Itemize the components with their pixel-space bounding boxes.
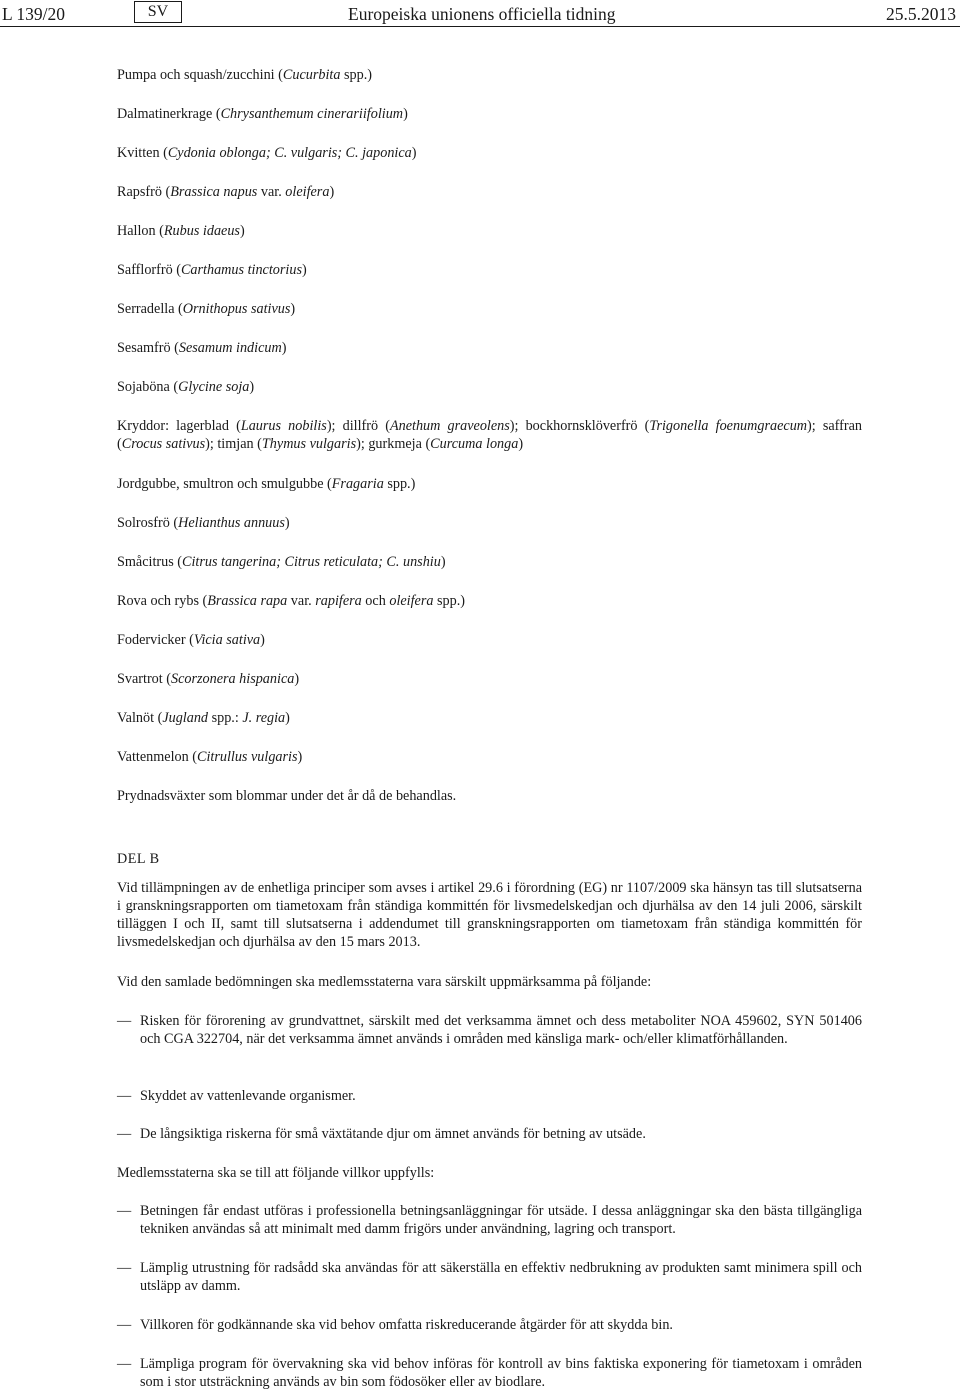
dash-mark: — [117,1356,132,1372]
crop-item: Sesamfrö (Sesamum indicum) [117,340,287,356]
journal-title: Europeiska unionens officiella tidning [348,4,616,24]
conditions-paragraph: Medlemsstaterna ska se till att följande villkor uppfylls: [117,1165,435,1181]
crop-item: Småcitrus (Citrus tangerina; Citrus reticulata; C. unshiu) [117,554,446,570]
crop-item: Rova och rybs (Brassica rapa var. rapifera och oleifera spp.) [117,593,466,609]
dash-mark: — [117,1126,132,1142]
crop-item: Jordgubbe, smultron och smulgubbe (Fragaria spp.) [117,476,416,492]
crop-item: Prydnadsväxter som blommar under det år då de behandlas. [117,788,457,804]
crop-item: Serradella (Ornithopus sativus) [117,301,296,317]
crop-item: Vattenmelon (Citrullus vulgaris) [117,749,303,765]
attention-list-item: — De långsiktiga riskerna för små växtätande djur om ämnet används för betning av utsäde. [117,1126,646,1142]
section-heading: DEL B [117,851,160,867]
crop-item: Rapsfrö (Brassica napus var. oleifera) [117,184,335,200]
crop-item: Svartrot (Scorzonera hispanica) [117,671,300,687]
condition-list-item: — Lämpliga program för övervakning ska vid behov införas för kontroll av bins faktiska exponering för tiametoxam i områden som i stor utsträckning används av bin som födosöker eller av biodlare. [117,1356,862,1390]
crop-item: Valnöt (Jugland spp.: J. regia) [117,710,290,726]
dash-mark: — [117,1317,132,1333]
crop-item: Kvitten (Cydonia oblonga; C. vulgaris; C. japonica) [117,145,417,161]
dash-mark: — [117,1203,132,1219]
attention-list-item: — Risken för förorening av grundvattnet, särskilt med det verksamma ämnet och dess metaboliter NOA 459602, SYN 501406 och CGA 322704, när det verksamma ämnet används i områden med känsliga mark- och/eller klimatförhållanden. [117,1013,862,1047]
page-reference: L 139/20 [2,4,66,24]
header-rule [0,26,960,27]
dash-mark: — [117,1088,132,1104]
attention-paragraph: Vid den samlade bedömningen ska medlemsstaterna vara särskilt uppmärksamma på följande: [117,974,652,990]
condition-list-item: — Villkoren för godkännande ska vid behov omfatta riskreducerande åtgärder för att skydda bin. [117,1317,673,1333]
dash-mark: — [117,1013,132,1029]
crop-item: Fodervicker (Vicia sativa) [117,632,265,648]
crop-item: Hallon (Rubus idaeus) [117,223,245,239]
crop-item: Pumpa och squash/zucchini (Cucurbita spp.) [117,67,372,83]
crop-item: Dalmatinerkrage (Chrysanthemum cinerariifolium) [117,106,408,122]
spices-item: Kryddor: lagerblad (Laurus nobilis); dillfrö (Anethum graveolens); bockhornsklöverfrö (Trigonella foenumgraecum); saffran (Crocus sativus); timjan (Thymus vulgaris); gurkmeja (Curcuma longa) [117,418,862,452]
part-b-intro: Vid tillämpningen av de enhetliga principer som avses i artikel 29.6 i förordning (EG) nr 1107/2009 ska hänsyn tas till slutsatserna i granskningsrapporten om tiametoxam från ständiga kommittén för livsmedelskedjan och djurhälsa av den 14 juli 2006, särskilt tilläggen I och II, samt till slutsatserna i addendumet till granskningsrapporten om tiametoxam från ständiga kommittén för livsmedelskedjan och djurhälsa av den 15 mars 2013. [117,880,862,950]
crop-item: Safflorfrö (Carthamus tinctorius) [117,262,307,278]
crop-item: Solrosfrö (Helianthus annuus) [117,515,290,531]
page-header [0,0,960,26]
publication-date: 25.5.2013 [886,4,956,24]
crop-item: Sojaböna (Glycine soja) [117,379,255,395]
condition-list-item: — Betningen får endast utföras i professionella betningsanläggningar för utsäde. I dessa anläggningar ska den bästa tillgängliga tekniken användas så att minimalt med damm frigörs under användning, lagring och transport. [117,1203,862,1237]
condition-list-item: — Lämplig utrustning för radsådd ska användas för att säkerställa en effektiv nedbrukning av produkten samt minimera spill och utsläpp av damm. [117,1260,862,1294]
language-badge: SV [134,1,182,23]
dash-mark: — [117,1260,132,1276]
attention-list-item: — Skyddet av vattenlevande organismer. [117,1088,356,1104]
